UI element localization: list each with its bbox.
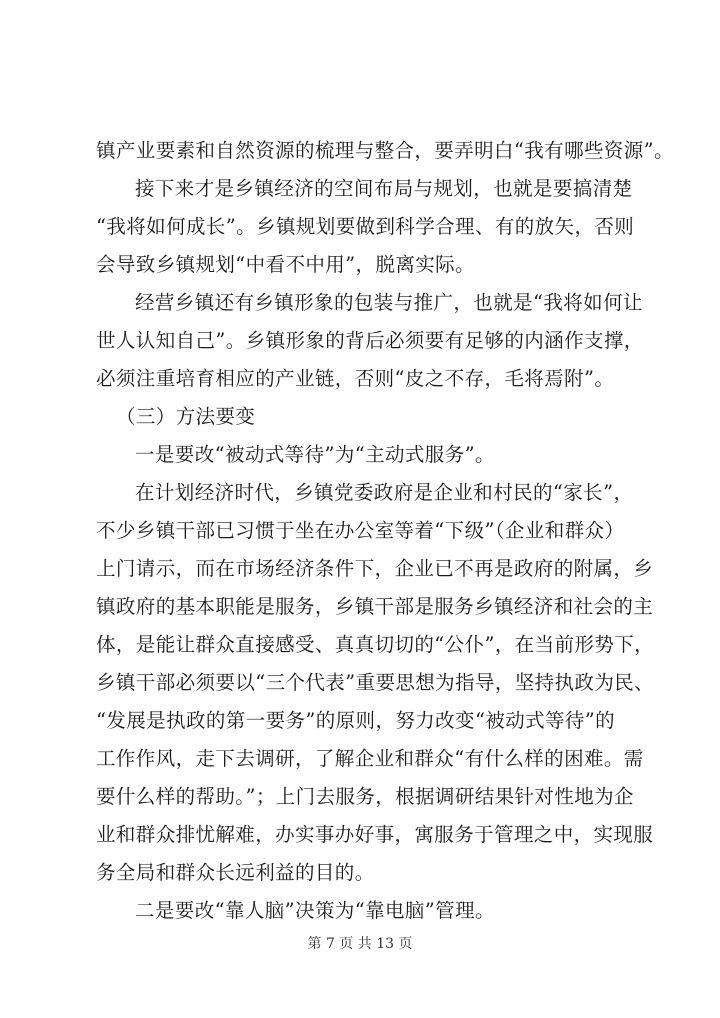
text-line: 镇政府的基本职能是服务，乡镇干部是服务乡镇经济和社会的主 (96, 595, 654, 618)
paragraph-start-line: 经营乡镇还有乡镇形象的包装与推广，也就是“我将如何让 (135, 291, 643, 314)
text-line: 必须注重培育相应的产业链，否则“皮之不存，毛将焉附”。 (96, 367, 615, 390)
text-line: 乡镇干部必须要以“三个代表”重要思想为指导，坚持执政为民、 (96, 671, 655, 694)
paragraph-start-line: 一是要改“被动式等待”为“主动式服务”。 (135, 443, 495, 466)
text-line: 体，是能让群众直接感受、真真切切的“公仆”，在当前形势下， (96, 633, 655, 656)
text-line: 要什么样的帮助。”；上门去服务，根据调研结果针对性地为企 (96, 785, 634, 808)
paragraph-start-line: 二是要改“靠人脑”决策为“靠电脑”管理。 (135, 899, 495, 922)
text-line: 务全局和群众长远利益的目的。 (96, 861, 375, 884)
text-line: 会导致乡镇规划“中看不中用”，脱离实际。 (96, 253, 475, 276)
text-line: “我将如何成长”。乡镇规划要做到科学合理、有的放矢，否则 (96, 215, 635, 238)
text-line: 世人认知自己”。乡镇形象的背后必须要有足够的内涵作支撑， (96, 329, 644, 352)
text-line: 不少乡镇干部已习惯于坐在办公室等着“下级”（企业和群众） (96, 519, 625, 542)
paragraph-start-line: 接下来才是乡镇经济的空间布局与规划，也就是要搞清楚 (135, 177, 633, 200)
body-text (96, 132, 674, 930)
section-heading: （三）方法要变 (116, 405, 256, 428)
text-line: “发展是执政的第一要务”的原则，努力改变“被动式等待”的 (96, 709, 616, 732)
text-line: 业和群众排忧解难，办实事办好事，寓服务于管理之中，实现服 (96, 823, 654, 846)
text-line: 镇产业要素和自然资源的梳理与整合，要弄明白“我有哪些资源”。 (96, 139, 674, 162)
page-number-footer: 第 7 页 共 13 页 (307, 936, 413, 952)
text-line: 工作作风，走下去调研，了解企业和群众“有什么样的困难。需 (96, 747, 644, 770)
paragraph-start-line: 在计划经济时代，乡镇党委政府是企业和村民的“家长”， (135, 481, 634, 504)
text-line: 上门请示，而在市场经济条件下，企业已不再是政府的附属，乡 (96, 557, 654, 580)
